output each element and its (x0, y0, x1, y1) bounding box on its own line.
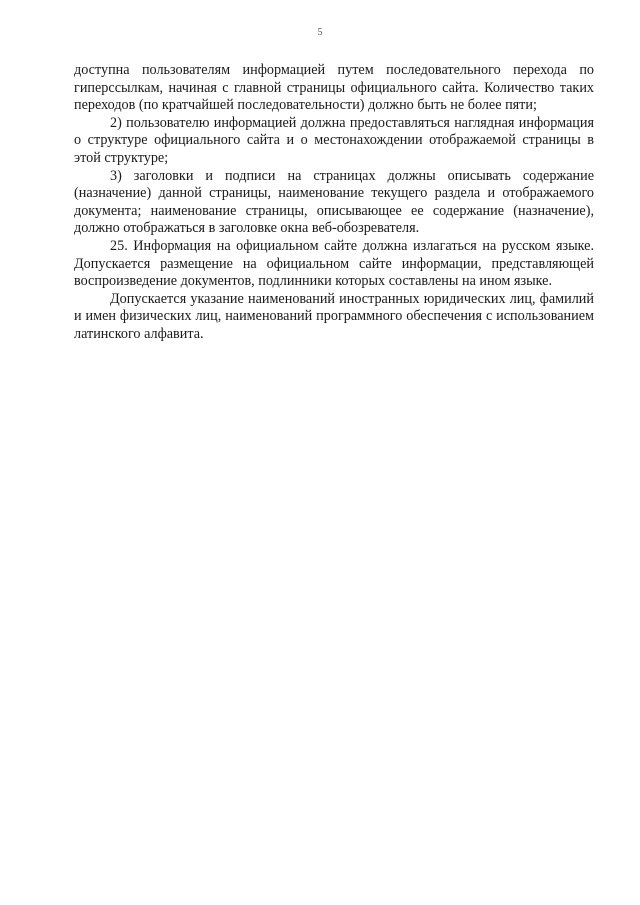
document-body (74, 62, 594, 344)
page-number: 5 (317, 27, 323, 38)
paragraph-continuation: доступна пользователям информацией путем последовательного перехода по гиперссылкам, начиная с главной страницы официального сайта. Количество таких переходов (по кратчайшей последовательности) должно быть не более пяти; (74, 62, 594, 114)
paragraph-item-2: 2) пользователю информацией должна предоставляться наглядная информация о структуре официального сайта и о местонахождении отображаемой страницы в этой структуре; (74, 114, 594, 166)
paragraph-item-3: 3) заголовки и подписи на страницах должны описывать содержание (назначение) данной страницы, наименование текущего раздела и отображаемого документа; наименование страницы, описывающее ее содержание (назначение), должно отображаться в заголовке окна веб-обозревателя. (74, 167, 594, 237)
paragraph-clause-25: 25. Информация на официальном сайте должна излагаться на русском языке. Допускается размещение на официальном сайте информации, представляющей воспроизведение документов, подлинники которых составлены на ином языке. (74, 237, 594, 290)
paragraph-latin-alphabet: Допускается указание наименований иностранных юридических лиц, фамилий и имен физических лиц, наименований программного обеспечения с использованием латинского алфавита. (74, 290, 594, 342)
